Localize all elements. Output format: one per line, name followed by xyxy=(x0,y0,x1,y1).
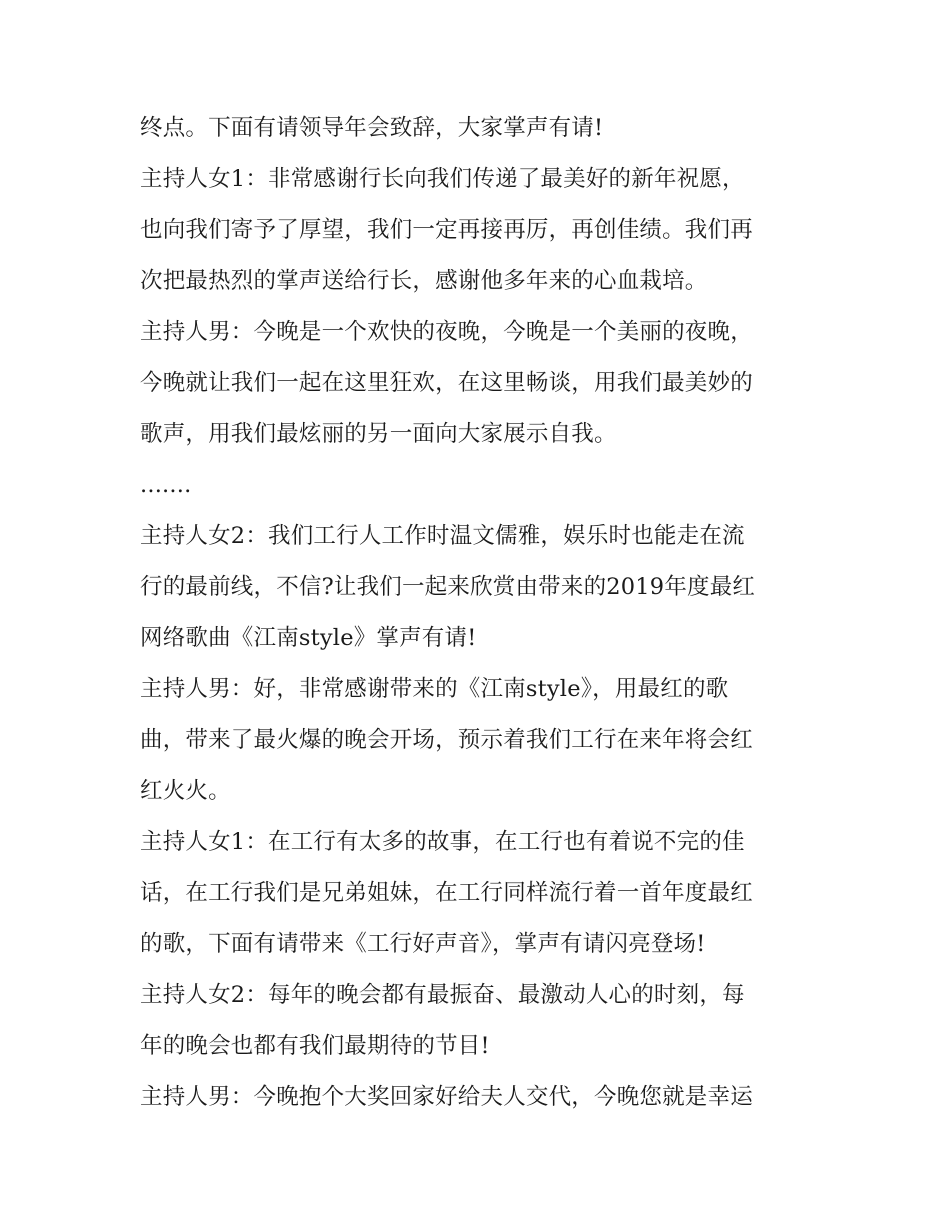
text-line: 次把最热烈的掌声送给行长，感谢他多年来的心血栽培。 xyxy=(140,268,708,294)
text-line: 年的晚会也都有我们最期待的节目! xyxy=(140,1033,490,1059)
text-line: 今晚就让我们一起在这里狂欢，在这里畅谈，用我们最美妙的 xyxy=(140,370,753,396)
text-line: 话，在工行我们是兄弟姐妹，在工行同样流行着一首年度最红 xyxy=(140,880,753,906)
document-body xyxy=(140,103,830,1123)
text-line: 曲，带来了最火爆的晚会开场，预示着我们工行在来年将会红 xyxy=(140,727,753,753)
text-line: 主持人男：今晚是一个欢快的夜晚，今晚是一个美丽的夜晚， xyxy=(140,319,753,345)
text-line: 红火火。 xyxy=(140,778,231,804)
text-line: 主持人女1：非常感谢行长向我们传递了最美好的新年祝愿， xyxy=(140,166,745,192)
text-line: 行的最前线，不信?让我们一起来欣赏由带来的2019年度最红 xyxy=(140,574,756,600)
text-line: 终点。下面有请领导年会致辞，大家掌声有请! xyxy=(140,115,604,141)
text-line: 也向我们寄予了厚望，我们一定再接再厉，再创佳绩。我们再 xyxy=(140,217,753,243)
text-line: 歌声，用我们最炫丽的另一面向大家展示自我。 xyxy=(140,421,617,447)
text-line: 主持人女2：每年的晚会都有最振奋、最激动人心的时刻，每 xyxy=(140,982,745,1008)
text-line: 的歌，下面有请带来《工行好声音》，掌声有请闪亮登场! xyxy=(140,931,706,957)
text-line: 主持人男：好，非常感谢带来的《江南style》，用最红的歌 xyxy=(140,676,729,702)
text-line: 网络歌曲《江南style》掌声有请! xyxy=(140,625,477,651)
text-line: 主持人女2：我们工行人工作时温文儒雅，娱乐时也能走在流 xyxy=(140,523,745,549)
text-line: 主持人男：今晚抱个大奖回家好给夫人交代，今晚您就是幸运 xyxy=(140,1084,753,1110)
text-line: 主持人女1：在工行有太多的故事，在工行也有着说不完的佳 xyxy=(140,829,745,855)
ellipsis-line: ....... xyxy=(140,472,192,498)
